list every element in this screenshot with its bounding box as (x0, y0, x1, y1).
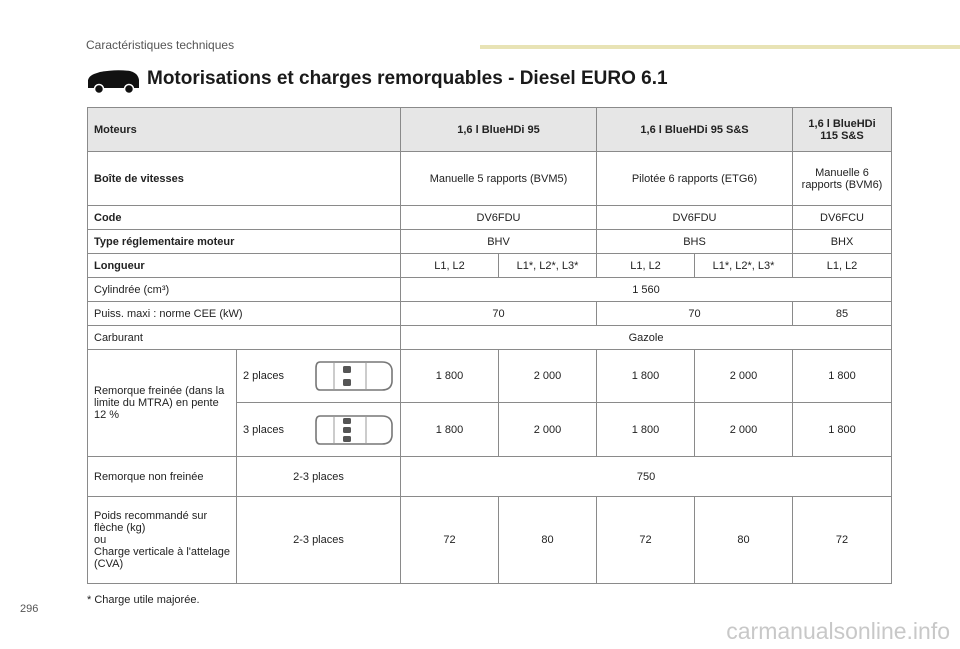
van-3-seats-icon (314, 410, 394, 450)
van-icon (86, 68, 141, 94)
row-label-remorque-freinee: Remorque freinée (dans la limite du MTRA) en pente 12 % (88, 350, 237, 457)
longueur-2: L1*, L2*, L3* (499, 254, 597, 278)
table-row (88, 326, 892, 350)
table-row (88, 302, 892, 326)
places2-value-3: 1 800 (597, 350, 695, 403)
places2-value-1: 1 800 (401, 350, 499, 403)
non-freinee-value: 750 (401, 457, 892, 497)
row-label-non-freinee: Remorque non freinée (88, 457, 237, 497)
poids-label-line-2: ou (94, 534, 107, 546)
page-number: 296 (20, 603, 39, 615)
table-row (88, 230, 892, 254)
footnote: * Charge utile majorée. (87, 594, 200, 606)
places3-value-4: 2 000 (695, 403, 793, 457)
table-row (88, 152, 892, 206)
engine-2: 1,6 l BlueHDi 95 S&S (597, 108, 793, 152)
places-2-cell (237, 350, 401, 403)
table-row (88, 278, 892, 302)
places3-value-5: 1 800 (793, 403, 892, 457)
table-row (88, 497, 892, 584)
longueur-5: L1, L2 (793, 254, 892, 278)
places-3-cell (237, 403, 401, 457)
watermark: carmanualsonline.info (726, 618, 950, 644)
puiss-2: 70 (597, 302, 793, 326)
carburant-value: Gazole (401, 326, 892, 350)
non-freinee-places: 2-3 places (237, 457, 401, 497)
longueur-3: L1, L2 (597, 254, 695, 278)
type-1: BHV (401, 230, 597, 254)
puiss-1: 70 (401, 302, 597, 326)
engine-1: 1,6 l BlueHDi 95 (401, 108, 597, 152)
poids-places: 2-3 places (237, 497, 401, 584)
section-header: Caractéristiques techniques (86, 38, 235, 52)
table-row (88, 254, 892, 278)
row-label-puiss: Puiss. maxi : norme CEE (kW) (88, 302, 401, 326)
row-label-moteurs: Moteurs (88, 108, 401, 152)
header-bar (480, 45, 960, 49)
engine-3: 1,6 l BlueHDi 115 S&S (793, 108, 892, 152)
table-row (88, 108, 892, 152)
longueur-1: L1, L2 (401, 254, 499, 278)
poids-value-2: 80 (499, 497, 597, 584)
poids-value-5: 72 (793, 497, 892, 584)
type-2: BHS (597, 230, 793, 254)
row-label-boite: Boîte de vitesses (88, 152, 401, 206)
poids-label-line-1: Poids recommandé sur flèche (kg) (94, 510, 208, 534)
table-row (88, 457, 892, 497)
row-label-poids (88, 497, 237, 584)
poids-value-1: 72 (401, 497, 499, 584)
boite-2: Pilotée 6 rapports (ETG6) (597, 152, 793, 206)
puiss-3: 85 (793, 302, 892, 326)
places2-value-4: 2 000 (695, 350, 793, 403)
table-row (88, 206, 892, 230)
page-title: Motorisations et charges remorquables - Diesel EURO 6.1 (147, 68, 668, 89)
specs-table (87, 107, 892, 584)
poids-value-3: 72 (597, 497, 695, 584)
row-label-code: Code (88, 206, 401, 230)
row-label-type: Type réglementaire moteur (88, 230, 401, 254)
boite-3: Manuelle 6 rapports (BVM6) (793, 152, 892, 206)
places3-value-3: 1 800 (597, 403, 695, 457)
table-row (88, 350, 892, 403)
places2-value-2: 2 000 (499, 350, 597, 403)
row-label-carburant: Carburant (88, 326, 401, 350)
row-label-longueur: Longueur (88, 254, 401, 278)
van-2-seats-icon (314, 356, 394, 396)
poids-label-line-3: Charge verticale à l'attelage (CVA) (94, 546, 231, 570)
code-3: DV6FCU (793, 206, 892, 230)
poids-value-4: 80 (695, 497, 793, 584)
code-2: DV6FDU (597, 206, 793, 230)
places3-value-2: 2 000 (499, 403, 597, 457)
cylindree-value: 1 560 (401, 278, 892, 302)
row-label-cylindree: Cylindrée (cm³) (88, 278, 401, 302)
boite-1: Manuelle 5 rapports (BVM5) (401, 152, 597, 206)
places3-value-1: 1 800 (401, 403, 499, 457)
places-2-label: 2 places (243, 370, 284, 382)
type-3: BHX (793, 230, 892, 254)
code-1: DV6FDU (401, 206, 597, 230)
longueur-4: L1*, L2*, L3* (695, 254, 793, 278)
places-3-label: 3 places (243, 423, 284, 436)
places2-value-5: 1 800 (793, 350, 892, 403)
